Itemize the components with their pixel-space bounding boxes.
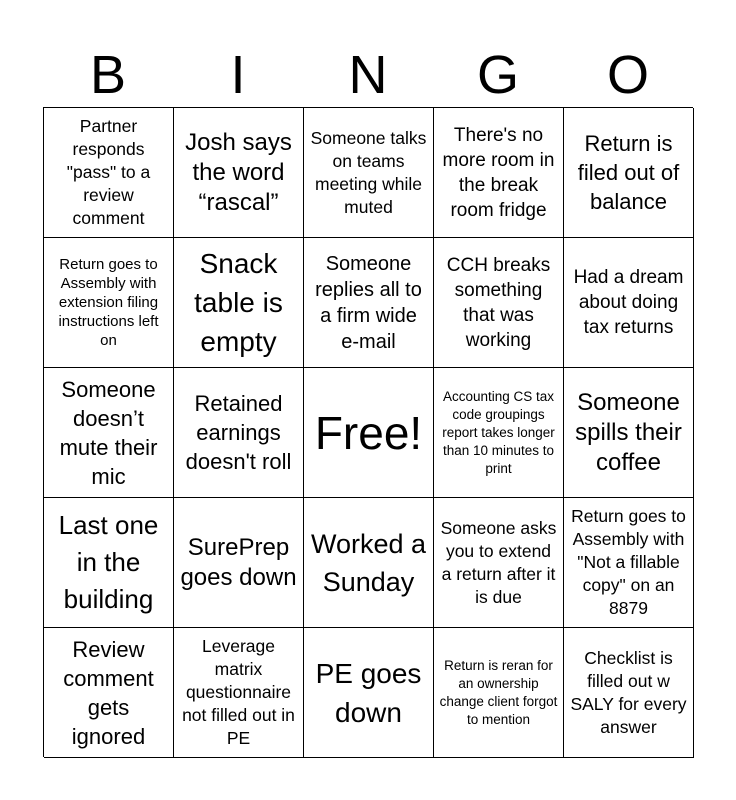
header-letter-o: O xyxy=(606,45,649,105)
bingo-cell-text: Return is filed out of balance xyxy=(577,131,680,214)
bingo-cell-text: Someone talks on teams meeting while muted xyxy=(310,127,427,217)
bingo-cell-text: Return goes to Assembly with "Not a fillable copy" on an 8879 xyxy=(571,506,686,618)
bingo-cell-text: Checklist is filled out w SALY for every answer xyxy=(570,647,687,737)
header-letter-n: N xyxy=(348,45,388,105)
bingo-cell[interactable] xyxy=(174,498,304,628)
bingo-cell[interactable] xyxy=(434,628,564,758)
bingo-cell[interactable] xyxy=(434,368,564,498)
bingo-cell[interactable] xyxy=(304,108,434,238)
bingo-cell-text: Josh says the word “rascal” xyxy=(185,128,292,216)
bingo-cell-text: PE goes down xyxy=(315,657,422,728)
bingo-cell[interactable] xyxy=(564,498,694,628)
bingo-cell-text: Leverage matrix questionnaire not filled out in PE xyxy=(182,636,295,748)
bingo-cell-text: Someone asks you to extend a return after it is due xyxy=(440,517,557,607)
bingo-cell[interactable] xyxy=(304,498,434,628)
free-space[interactable] xyxy=(304,368,434,498)
bingo-cell[interactable] xyxy=(44,498,174,628)
bingo-cell-text: Review comment gets ignored xyxy=(63,636,154,749)
bingo-cell[interactable] xyxy=(304,238,434,368)
header-letter-i: I xyxy=(230,45,246,105)
bingo-cell-text: Someone spills their coffee xyxy=(575,388,682,476)
bingo-cell[interactable] xyxy=(564,108,694,238)
bingo-cell[interactable] xyxy=(174,108,304,238)
bingo-cell-text: There's no more room in the break room fridge xyxy=(442,124,555,221)
bingo-cell[interactable] xyxy=(44,368,174,498)
bingo-card xyxy=(43,107,693,757)
bingo-cell[interactable] xyxy=(434,108,564,238)
bingo-cell-text: Last one in the building xyxy=(58,510,159,614)
bingo-cell[interactable] xyxy=(174,238,304,368)
bingo-cell[interactable] xyxy=(174,368,304,498)
bingo-cell-text: Partner responds "pass" to a review comment xyxy=(66,116,151,228)
bingo-cell[interactable] xyxy=(174,628,304,758)
bingo-cell-text: CCH breaks something that was working xyxy=(446,254,551,351)
bingo-cell-text: Return goes to Assembly with extension filing instructions left on xyxy=(58,256,159,349)
bingo-cell[interactable] xyxy=(44,628,174,758)
bingo-cell-text: Someone replies all to a firm wide e-mail xyxy=(315,252,422,353)
free-space-text: Free! xyxy=(314,406,423,459)
bingo-header xyxy=(43,44,693,106)
bingo-cell[interactable] xyxy=(564,238,694,368)
bingo-cell[interactable] xyxy=(44,238,174,368)
bingo-cell[interactable] xyxy=(304,628,434,758)
bingo-cell-text: SurePrep goes down xyxy=(180,533,297,591)
bingo-cell-text: Return is reran for an ownership change client forgot to mention xyxy=(439,657,558,727)
bingo-cell[interactable] xyxy=(434,498,564,628)
bingo-cell-text: Had a dream about doing tax returns xyxy=(573,267,684,338)
bingo-cell-text: Someone doesn’t mute their mic xyxy=(59,376,158,489)
bingo-cell[interactable] xyxy=(564,368,694,498)
header-letter-b: B xyxy=(89,45,127,105)
bingo-cell-text: Snack table is empty xyxy=(194,248,283,357)
bingo-cell[interactable] xyxy=(434,238,564,368)
header-letter-g: G xyxy=(476,45,519,105)
bingo-cell-text: Accounting CS tax code groupings report takes longer than 10 minutes to print xyxy=(442,388,555,476)
bingo-cell-text: Retained earnings doesn't roll xyxy=(185,391,292,474)
bingo-cell[interactable] xyxy=(44,108,174,238)
bingo-cell-text: Worked a Sunday xyxy=(310,528,427,597)
bingo-cell[interactable] xyxy=(564,628,694,758)
